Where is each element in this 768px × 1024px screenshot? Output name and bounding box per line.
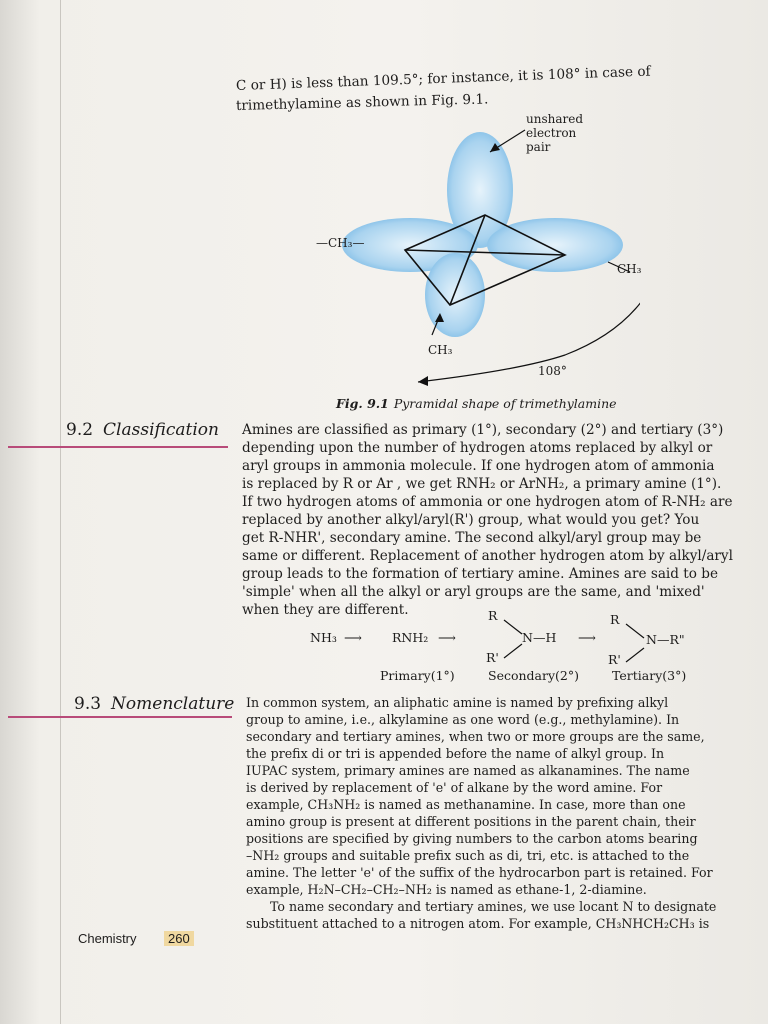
angle-label: 108° [538,364,567,378]
paragraph-line: secondary and tertiary amines, when two or more groups are the same, [246,729,705,744]
section-rule [8,716,232,718]
tertiary-n: N—R" [646,632,685,647]
figure-caption [336,396,617,411]
paragraph-line: get R-NHR', secondary amine. The second alkyl/aryl group may be [242,530,702,546]
section-title: Nomenclature [111,694,235,714]
footer-subject: Chemistry [78,931,137,946]
section-heading-classification [66,420,219,440]
tertiary-caption: Tertiary(3°) [612,668,687,683]
tertiary-rprime: R' [608,652,621,667]
paragraph-line: the prefix di or tri is appended before the name of alkyl group. In [246,746,665,761]
section-number: 9.2 [66,420,94,440]
scheme-arrow: ⟶ [344,630,362,645]
figure-caption-text: Pyramidal shape of trimethylamine [393,396,617,411]
paragraph-line: when they are different. [242,602,409,618]
unshared-pair-label [526,112,583,154]
ch3-right-label: CH₃ [617,262,642,276]
paragraph-line: amino group is present at different positions in the parent chain, their [246,814,696,829]
paragraph-line: replaced by another alkyl/aryl(R') group, what would you get? You [242,512,700,528]
paragraph-line: –NH₂ groups and suitable prefix such as di, tri, etc. is attached to the [246,848,690,863]
rnh2-label: RNH₂ [392,630,429,645]
secondary-caption: Secondary(2°) [488,668,579,683]
paragraph-line: group to amine, i.e., alkylamine as one word (e.g., methylamine). In [246,712,680,727]
paragraph-line: same or different. Replacement of another hydrogen atom by alkyl/aryl [242,548,733,564]
paragraph-line: is derived by replacement of 'e' of alkane by the word amine. For [246,780,663,795]
top-line-2: trimethylamine as shown in Fig. 9.1. [235,91,489,114]
section-heading-nomenclature [74,694,234,714]
section-number: 9.3 [74,694,102,714]
paragraph-line: If two hydrogen atoms of ammonia or one hydrogen atom of R-NH₂ are [242,494,733,510]
page-gutter [60,0,61,1024]
label-line: pair [526,140,551,154]
paragraph-line: 'simple' when all the alkyl or aryl groups are the same, and 'mixed' [242,584,705,600]
paragraph-line: positions are specified by giving numbers to the carbon atoms bearing [246,831,698,846]
secondary-r: R [488,608,498,623]
section-rule [8,446,228,448]
paragraph-line: depending upon the number of hydrogen atoms replaced by alkyl or [242,440,713,456]
paragraph-line: To name secondary and tertiary amines, we use locant N to designate [270,899,717,914]
paragraph-line: example, CH₃NH₂ is named as methanamine. In case, more than one [246,797,686,812]
paragraph-line: amine. The letter 'e' of the suffix of the hydrocarbon part is retained. For [246,865,713,880]
paragraph-line: In common system, an aliphatic amine is named by prefixing alkyl [246,695,669,710]
figure-number: Fig. 9.1 [336,396,389,411]
section-title: Classification [103,420,219,440]
page-number: 260 [164,931,194,946]
label-line: electron [526,126,577,140]
scheme-arrow: ⟶ [438,630,456,645]
paragraph-line: aryl groups in ammonia molecule. If one hydrogen atom of ammonia [242,458,715,474]
paragraph-line: is replaced by R or Ar , we get RNH₂ or ArNH₂, a primary amine (1°). [242,476,722,492]
trimethylamine-figure [340,120,640,390]
paragraph-line: IUPAC system, primary amines are named as alkanamines. The name [246,763,690,778]
paragraph-line: example, H₂N–CH₂–CH₂–NH₂ is named as ethane-1, 2-diamine. [246,882,647,897]
paragraph-line: group leads to the formation of tertiary amine. Amines are said to be [242,566,719,582]
paragraph-line: substituent attached to a nitrogen atom. For example, CH₃NHCH₂CH₃ is [246,916,710,931]
bottom-lobe [425,253,485,337]
secondary-rprime: R' [486,650,499,665]
label-line: unshared [526,112,584,126]
arrow-head [418,376,428,386]
ch3-bottom-label: CH₃ [428,343,453,357]
top-line-1: C or H) is less than 109.5°; for instance, it is 108° in case of [235,63,651,94]
nh3-label: NH₃ [310,630,337,645]
primary-caption: Primary(1°) [380,668,455,683]
ch3-left-label: —CH₃— [316,236,365,250]
scheme-arrow: ⟶ [578,630,596,645]
secondary-nh: N—H [522,630,557,645]
tertiary-r: R [610,612,620,627]
paragraph-line: Amines are classified as primary (1°), secondary (2°) and tertiary (3°) [242,422,724,438]
